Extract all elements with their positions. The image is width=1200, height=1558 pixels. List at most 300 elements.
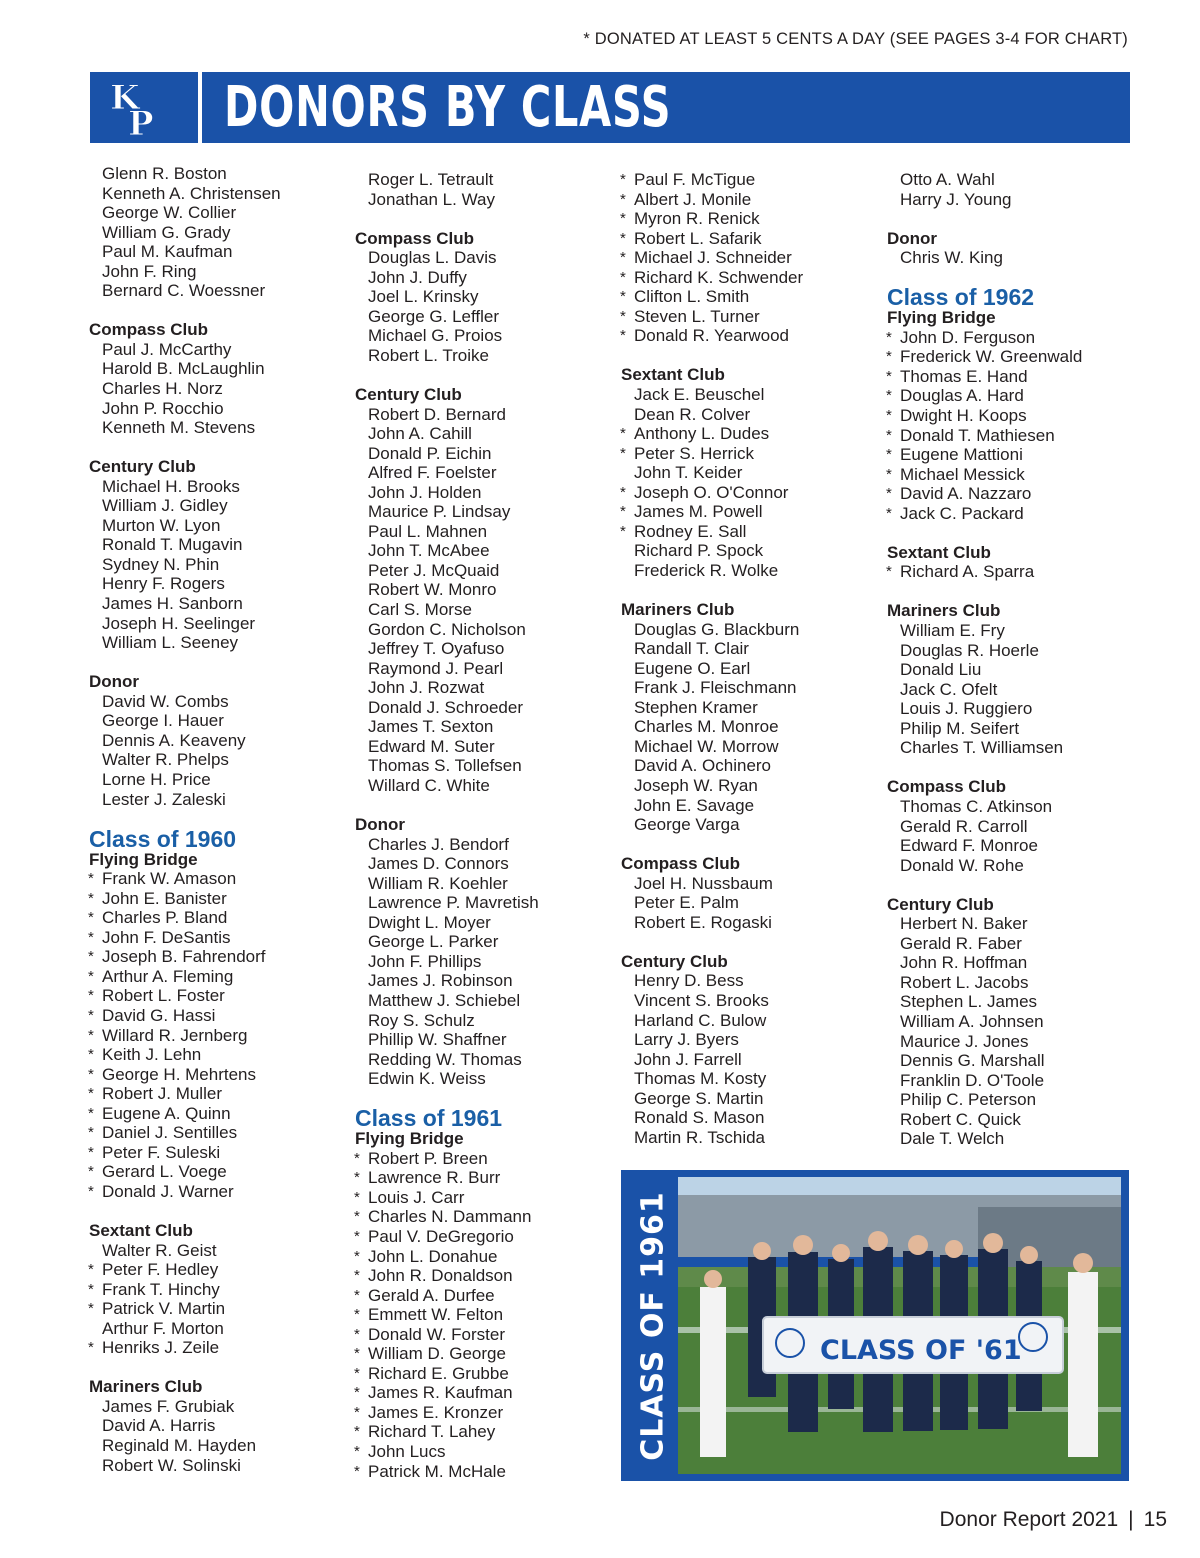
donor-name: * Michael J. Schneider (620, 248, 792, 268)
donor-name: Murton W. Lyon (102, 515, 221, 535)
donation-star-icon: * (88, 948, 94, 966)
donor-name: * David A. Nazzaro (886, 484, 1032, 504)
donor-name: Edwin K. Weiss (368, 1069, 486, 1089)
donor-section (355, 170, 610, 209)
donation-star-icon: * (620, 249, 626, 267)
giving-level-heading: Compass Club (621, 854, 741, 874)
donor-name: Harry J. Young (900, 189, 1012, 209)
donor-name: John P. Rocchio (102, 398, 224, 418)
donor-name: * Steven L. Turner (620, 306, 760, 326)
donor-name: John J. Holden (368, 482, 482, 502)
donation-star-icon: * (88, 1163, 94, 1181)
giving-level-heading: Century Club (621, 951, 728, 971)
donation-star-icon: * (886, 563, 892, 581)
donation-star-icon: * (620, 503, 626, 521)
donor-name: * John R. Donaldson (354, 1266, 513, 1286)
donor-name: Chris W. King (900, 248, 1003, 268)
donor-name: Redding W. Thomas (368, 1049, 522, 1069)
donation-star-icon: * (354, 1188, 360, 1206)
donor-name: * James R. Kaufman (354, 1383, 513, 1403)
donation-star-icon: * (620, 444, 626, 462)
donation-star-icon: * (354, 1403, 360, 1421)
donor-name: Harold B. McLaughlin (102, 359, 265, 379)
donor-name: John R. Hoffman (900, 953, 1028, 973)
donor-name: * James M. Powell (620, 502, 763, 522)
donor-name: * Donald W. Forster (354, 1324, 505, 1344)
donor-name: George Varga (634, 815, 740, 835)
page-footer (940, 1508, 1167, 1532)
donor-name: Henry F. Rogers (102, 574, 225, 594)
donor-name: * Peter F. Hedley (88, 1260, 219, 1280)
donor-name: Donald J. Schroeder (368, 697, 523, 717)
donor-name: Randall T. Clair (634, 639, 749, 659)
giving-level-heading: Sextant Club (621, 365, 725, 385)
donor-name: John F. Ring (102, 261, 197, 281)
donor-name: Martin R. Tschida (634, 1127, 766, 1147)
donor-name: Douglas R. Hoerle (900, 640, 1039, 660)
donor-name: Otto A. Wahl (900, 170, 995, 189)
donor-name: * Robert L. Safarik (620, 228, 762, 248)
donor-section (887, 170, 1142, 209)
giving-level-heading: Flying Bridge (355, 1129, 464, 1149)
donor-name: Lorne H. Price (102, 769, 211, 789)
donor-name: Franklin D. O'Toole (900, 1070, 1045, 1090)
donor-name: William G. Grady (102, 222, 231, 242)
donation-star-icon: * (354, 1227, 360, 1245)
donor-name: * Daniel J. Sentilles (88, 1123, 238, 1143)
banner-divider (198, 72, 202, 143)
donor-name: Robert W. Monro (368, 580, 497, 600)
donor-name: * Louis J. Carr (354, 1187, 465, 1207)
donor-name: Louis J. Ruggiero (900, 699, 1033, 719)
donor-name: David W. Combs (102, 691, 229, 711)
donor-name: * Richard E. Grubbe (354, 1363, 509, 1383)
donor-name: Douglas L. Davis (368, 248, 497, 268)
donor-name: * John D. Ferguson (886, 327, 1036, 347)
giving-level-heading: Mariners Club (89, 1377, 203, 1397)
donation-star-icon: * (354, 1286, 360, 1304)
giving-level-heading: Mariners Club (887, 601, 1001, 621)
donor-name: * Peter S. Herrick (620, 443, 754, 463)
donor-name: Bernard C. Woessner (102, 281, 266, 301)
donor-name: * George H. Mehrtens (88, 1064, 257, 1084)
giving-level-heading: Sextant Club (89, 1220, 193, 1240)
donor-name: Donald P. Eichin (368, 443, 492, 463)
donor-name: Herbert N. Baker (900, 914, 1028, 934)
donor-name: Walter R. Phelps (102, 750, 229, 770)
class-photo-panel (621, 1170, 1129, 1481)
donor-name: Robert W. Solinski (102, 1455, 241, 1475)
donor-name: * James E. Kronzer (354, 1402, 504, 1422)
donation-star-icon: * (88, 870, 94, 888)
donation-star-icon: * (354, 1247, 360, 1265)
donor-name: Michael H. Brooks (102, 476, 240, 496)
giving-level-heading: Century Club (89, 457, 196, 477)
donor-name: John T. McAbee (368, 541, 490, 561)
donation-star-icon: * (886, 446, 892, 464)
giving-level-heading: Century Club (355, 385, 462, 405)
donor-name: * Donald R. Yearwood (620, 326, 790, 346)
donor-section (89, 672, 344, 809)
donor-name: * Jack C. Packard (886, 503, 1024, 523)
donor-name: Roy S. Schulz (368, 1010, 475, 1030)
donor-name: John E. Savage (634, 795, 755, 815)
donation-star-icon: * (620, 210, 626, 228)
donor-name: * John Lucs (354, 1442, 446, 1461)
kp-logo-icon (108, 75, 172, 139)
donor-name: Stephen Kramer (634, 697, 758, 717)
donation-star-icon: * (88, 1182, 94, 1200)
giving-level-heading: Sextant Club (887, 542, 991, 562)
donation-star-icon: * (354, 1149, 360, 1167)
donation-star-icon: * (886, 407, 892, 425)
donor-name: * Michael Messick (886, 464, 1025, 484)
donor-name: Peter E. Palm (634, 893, 739, 913)
donation-star-icon: * (620, 268, 626, 286)
donation-star-icon: * (88, 1026, 94, 1044)
donor-name: * Robert L. Foster (88, 986, 225, 1006)
donor-section (89, 457, 344, 652)
donation-star-icon: * (354, 1364, 360, 1382)
donor-name: Michael W. Morrow (634, 736, 779, 756)
donor-name: George L. Parker (368, 932, 499, 952)
donor-name: Kenneth A. Christensen (102, 183, 281, 203)
donor-name: * John F. DeSantis (88, 927, 231, 947)
donor-name: Gerald R. Faber (900, 933, 1022, 953)
donor-name: * Charles N. Dammann (354, 1207, 532, 1227)
donor-name: Charles M. Monroe (634, 717, 779, 737)
top-note-text: DONATED AT LEAST 5 CENTS A DAY (SEE PAGES 3-4 FOR CHART) (594, 30, 1128, 48)
donation-star-icon: * (88, 1006, 94, 1024)
donor-name: Matthew J. Schiebel (368, 990, 521, 1010)
donor-name: Larry J. Byers (634, 1030, 739, 1050)
donation-star-icon: * (354, 1443, 360, 1460)
donation-star-icon: * (354, 1345, 360, 1363)
donor-name: Walter R. Geist (102, 1240, 217, 1260)
giving-level-heading: Flying Bridge (89, 849, 198, 869)
asterisk-icon: * (583, 30, 590, 48)
donor-name: John A. Cahill (368, 424, 472, 444)
donor-name: * Willard R. Jernberg (88, 1025, 248, 1045)
donor-section (89, 826, 344, 1202)
donor-name: * Albert J. Monile (620, 189, 752, 209)
donor-name: * Myron R. Renick (620, 209, 760, 229)
donor-name: * Paul F. McTigue (620, 170, 756, 189)
donor-name: John T. Keider (634, 463, 743, 483)
donor-name: Thomas S. Tollefsen (368, 756, 522, 776)
donor-name: Sydney N. Phin (102, 554, 220, 574)
donor-name: Donald Liu (900, 660, 982, 680)
donor-name: Henry D. Bess (634, 971, 744, 991)
donation-star-icon: * (886, 328, 892, 346)
donor-name: Jonathan L. Way (368, 189, 495, 209)
donation-star-icon: * (88, 1104, 94, 1122)
donor-section (887, 777, 1142, 875)
giving-level-heading: Century Club (887, 894, 994, 914)
donor-name: * Gerald A. Durfee (354, 1285, 495, 1305)
donor-name: Harland C. Bulow (634, 1010, 767, 1030)
donor-name: Dennis G. Marshall (900, 1051, 1045, 1071)
donation-star-icon: * (620, 229, 626, 247)
donor-name: Philip C. Peterson (900, 1090, 1037, 1110)
donor-name: William E. Fry (900, 621, 1005, 641)
donor-name: David A. Ochinero (634, 756, 772, 776)
donor-name: Charles J. Bendorf (368, 834, 509, 854)
donation-star-icon: * (620, 327, 626, 345)
donor-name: Jack C. Ofelt (900, 679, 998, 699)
svg-text:P: P (128, 104, 154, 139)
donation-star-icon: * (88, 1261, 94, 1279)
donor-name: Raymond J. Pearl (368, 658, 504, 678)
donor-name: * John E. Banister (88, 888, 227, 908)
donor-name: * Thomas E. Hand (886, 366, 1028, 386)
footer-separator: | (1128, 1508, 1134, 1531)
donation-star-icon: * (88, 928, 94, 946)
donor-name: George W. Collier (102, 203, 237, 223)
donor-name: * Gerard L. Voege (88, 1162, 227, 1182)
donor-name: Kenneth M. Stevens (102, 418, 256, 438)
donor-section (355, 229, 610, 366)
donor-name: * Joseph B. Fahrendorf (88, 947, 266, 967)
donor-section (621, 952, 876, 1147)
donor-section (89, 164, 344, 301)
donation-star-icon: * (620, 522, 626, 540)
donation-star-icon: * (886, 426, 892, 444)
giving-level-heading: Donor (89, 672, 140, 692)
donor-section (355, 815, 610, 1089)
donation-star-icon: * (886, 348, 892, 366)
donation-star-icon: * (354, 1384, 360, 1402)
donor-name: Arthur F. Morton (102, 1318, 224, 1338)
giving-level-heading: Compass Club (355, 228, 475, 248)
donor-name: Douglas G. Blackburn (634, 619, 800, 639)
donor-name: Paul J. McCarthy (102, 339, 232, 359)
donor-section (355, 1105, 610, 1481)
donor-name: Paul M. Kaufman (102, 242, 233, 262)
donor-section (887, 895, 1142, 1149)
class-of-1961-photo (678, 1177, 1121, 1474)
donor-name: George G. Leffler (368, 306, 500, 326)
donor-section (89, 320, 344, 437)
donation-star-icon: * (88, 1124, 94, 1142)
donor-name: Robert C. Quick (900, 1109, 1021, 1129)
donor-name: Gerald R. Carroll (900, 816, 1028, 836)
donation-star-icon: * (354, 1423, 360, 1441)
donor-name: James J. Robinson (368, 971, 513, 991)
donor-name: Joseph H. Seelinger (102, 613, 256, 633)
donation-star-icon: * (620, 190, 626, 208)
donor-name: Robert E. Rogaski (634, 912, 772, 932)
donation-star-icon: * (886, 485, 892, 503)
donor-name: James D. Connors (368, 854, 509, 874)
donor-name: Reginald M. Hayden (102, 1436, 257, 1455)
donor-section (89, 1377, 344, 1475)
donation-star-icon: * (886, 387, 892, 405)
donor-name: Donald W. Rohe (900, 855, 1024, 875)
donor-section (621, 854, 876, 932)
donation-star-icon: * (88, 1085, 94, 1103)
donor-name: Jeffrey T. Oyafuso (368, 639, 505, 659)
donor-name: * Richard T. Lahey (354, 1422, 496, 1442)
donation-star-icon: * (88, 1065, 94, 1083)
giving-level-heading: Donor (355, 815, 406, 835)
donation-star-icon: * (354, 1208, 360, 1226)
donor-name: Edward F. Monroe (900, 836, 1038, 856)
donor-name: Stephen L. James (900, 992, 1038, 1012)
donor-name: Robert L. Jacobs (900, 972, 1029, 992)
donation-star-icon: * (88, 909, 94, 927)
donation-star-icon: * (354, 1267, 360, 1285)
donor-name: Edward M. Suter (368, 736, 495, 756)
donor-name: John J. Rozwat (368, 678, 485, 698)
donation-star-icon: * (88, 889, 94, 907)
donor-section (621, 600, 876, 835)
class-heading: Class of 1961 (355, 1105, 503, 1132)
donor-section (887, 229, 1142, 268)
donor-name: * Richard K. Schwender (620, 267, 804, 287)
donor-name: William L. Seeney (102, 633, 239, 653)
donation-star-icon: * (88, 987, 94, 1005)
photo-label-text: CLASS OF 1961 (635, 1190, 671, 1461)
donor-name: * John L. Donahue (354, 1246, 498, 1266)
donor-column-2 (355, 170, 610, 1501)
donor-section (621, 170, 876, 346)
donor-name: Maurice J. Jones (900, 1031, 1029, 1051)
donor-name: Joseph W. Ryan (634, 775, 758, 795)
donor-name: Dale T. Welch (900, 1129, 1005, 1149)
donor-name: Maurice P. Lindsay (368, 502, 511, 522)
donation-star-icon: * (354, 1306, 360, 1324)
svg-text:CLASS OF '61: CLASS OF '61 (820, 1335, 1022, 1366)
page-number: 15 (1143, 1508, 1167, 1531)
donor-name: James F. Grubiak (102, 1396, 235, 1416)
donor-name: * Robert P. Breen (354, 1148, 488, 1168)
class-heading: Class of 1962 (887, 284, 1035, 311)
donor-name: Joel H. Nussbaum (634, 873, 773, 893)
donation-star-icon: * (354, 1462, 360, 1480)
donor-section (355, 385, 610, 795)
donor-name: * Joseph O. O'Connor (620, 482, 789, 502)
donor-name: * Donald J. Warner (88, 1181, 234, 1201)
donor-section (887, 601, 1142, 757)
donor-name: John J. Duffy (368, 267, 467, 287)
donation-star-icon: * (88, 1339, 94, 1357)
donation-star-icon: * (88, 1046, 94, 1064)
donor-name: William A. Johnsen (900, 1011, 1044, 1031)
donor-name: * Peter F. Suleski (88, 1142, 221, 1162)
donor-name: * Henriks J. Zeile (88, 1338, 220, 1358)
photo-label (625, 1170, 681, 1481)
giving-level-heading: Compass Club (89, 320, 209, 340)
donor-name: * Paul V. DeGregorio (354, 1226, 514, 1246)
donor-name: * William D. George (354, 1344, 506, 1364)
donor-name: Ronald T. Mugavin (102, 535, 243, 555)
donor-name: * Anthony L. Dudes (620, 424, 770, 444)
donor-name: * Rodney E. Sall (620, 521, 747, 541)
donation-star-icon: * (620, 307, 626, 325)
donor-name: William R. Koehler (368, 873, 508, 893)
donor-name: * Patrick V. Martin (88, 1299, 226, 1319)
donation-star-icon: * (886, 465, 892, 483)
donor-section (621, 365, 876, 580)
donor-name: * Frederick W. Greenwald (886, 347, 1083, 367)
donor-section (89, 1221, 344, 1358)
donor-name: * David G. Hassi (88, 1005, 216, 1025)
donor-name: * Arthur A. Fleming (88, 966, 234, 986)
donor-name: Gordon C. Nicholson (368, 619, 526, 639)
donation-star-icon: * (886, 504, 892, 522)
title-banner (90, 72, 1130, 143)
donation-star-icon: * (88, 1300, 94, 1318)
donor-name: James T. Sexton (368, 717, 494, 737)
donor-name: Dennis A. Keaveny (102, 730, 246, 750)
donor-name: Michael G. Proios (368, 326, 503, 346)
donor-name: Paul L. Mahnen (368, 521, 488, 541)
donor-section (887, 284, 1142, 523)
donor-name: * Patrick M. McHale (354, 1461, 506, 1481)
donor-name: * Charles P. Bland (88, 908, 228, 928)
donation-star-icon: * (354, 1169, 360, 1187)
donor-name: * Donald T. Mathiesen (886, 425, 1055, 445)
donor-column-4 (887, 170, 1142, 1168)
donor-name: * Eugene Mattioni (886, 445, 1023, 465)
donor-name: James H. Sanborn (102, 594, 243, 614)
donor-name: * Keith J. Lehn (88, 1045, 202, 1065)
donor-name: * Douglas A. Hard (886, 386, 1024, 406)
donation-star-icon: * (620, 483, 626, 501)
page-title: DONORS BY CLASS (224, 75, 672, 140)
donor-name: Thomas C. Atkinson (900, 796, 1053, 816)
donor-name: Robert L. Troike (368, 345, 489, 365)
donation-star-icon: * (620, 171, 626, 188)
donor-name: Eugene O. Earl (634, 658, 751, 678)
donor-name: Dean R. Colver (634, 404, 751, 424)
donor-name: Philip M. Seifert (900, 718, 1020, 738)
donor-name: * Clifton L. Smith (620, 287, 750, 307)
class-heading: Class of 1960 (89, 825, 237, 852)
donor-name: Frederick R. Wolke (634, 560, 779, 580)
donor-name: George I. Hauer (102, 711, 224, 731)
donor-column-1 (89, 164, 344, 1495)
donor-name: John J. Farrell (634, 1049, 742, 1069)
donor-name: Peter J. McQuaid (368, 560, 500, 580)
donor-name: George S. Martin (634, 1088, 764, 1108)
donor-column-3 (621, 170, 876, 1167)
donor-name: Ronald S. Mason (634, 1108, 765, 1128)
donor-name: Lawrence P. Mavretish (368, 893, 539, 913)
top-note (583, 30, 1128, 49)
donor-name: William J. Gidley (102, 496, 228, 516)
donor-name: * Emmett W. Felton (354, 1305, 504, 1325)
donor-name: Alfred F. Foelster (368, 463, 497, 483)
donor-name: * Frank T. Hinchy (88, 1279, 220, 1299)
donor-name: Thomas M. Kosty (634, 1069, 767, 1089)
donation-star-icon: * (88, 967, 94, 985)
donation-star-icon: * (88, 1280, 94, 1298)
donor-name: John F. Phillips (368, 951, 482, 971)
donor-name: Jack E. Beuschel (634, 385, 765, 405)
donation-star-icon: * (88, 1143, 94, 1161)
donor-name: Willard C. White (368, 775, 490, 795)
donor-name: Dwight L. Moyer (368, 912, 491, 932)
donor-name: Lester J. Zaleski (102, 789, 226, 809)
donor-name: Frank J. Fleischmann (634, 678, 797, 698)
donor-name: * Richard A. Sparra (886, 562, 1035, 582)
svg-text:K: K (110, 78, 140, 118)
donor-name: * Eugene A. Quinn (88, 1103, 231, 1123)
donation-star-icon: * (620, 288, 626, 306)
giving-level-heading: Compass Club (887, 777, 1007, 797)
